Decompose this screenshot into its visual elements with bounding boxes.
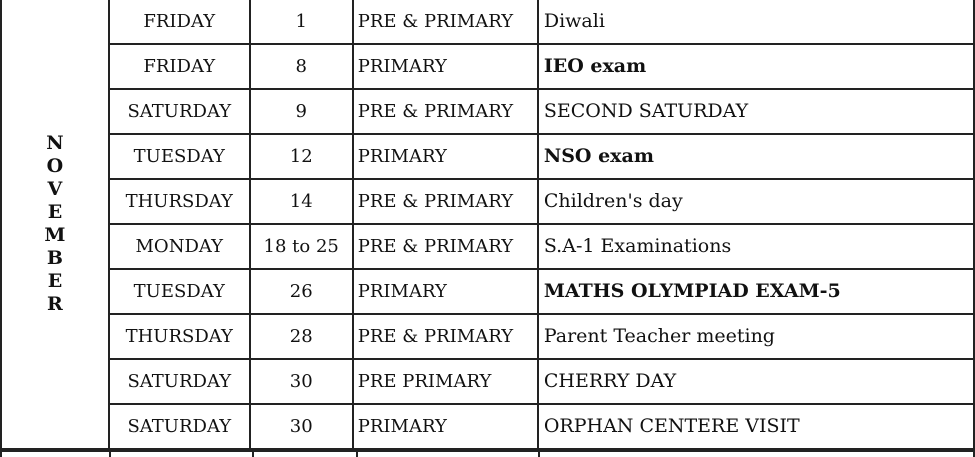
- event-cell: Diwali: [538, 0, 974, 44]
- event-cell: S.A-1 Examinations: [538, 224, 974, 269]
- month-letter: N: [46, 132, 64, 154]
- event-cell: MATHS OLYMPIAD EXAM-5: [538, 269, 974, 314]
- event-cell: NSO exam: [538, 134, 974, 179]
- day-cell: THURSDAY: [109, 179, 250, 224]
- table-row: [1, 179, 974, 224]
- month-letter: B: [46, 247, 63, 269]
- month-label: [44, 132, 65, 316]
- table-row: [1, 404, 974, 449]
- day-cell: TUESDAY: [109, 269, 250, 314]
- level-cell: PRIMARY: [353, 44, 538, 89]
- day-cell: MONDAY: [109, 224, 250, 269]
- level-cell: PRE & PRIMARY: [353, 314, 538, 359]
- date-cell: 30: [250, 404, 353, 449]
- table-row: [1, 224, 974, 269]
- level-cell: PRE & PRIMARY: [353, 0, 538, 44]
- event-cell: SECOND SATURDAY: [538, 89, 974, 134]
- month-letter: R: [47, 293, 63, 315]
- date-cell: 14: [250, 179, 353, 224]
- date-cell: 9: [250, 89, 353, 134]
- table-row: [1, 269, 974, 314]
- day-cell: SATURDAY: [109, 89, 250, 134]
- next-row-border: [0, 450, 975, 457]
- day-cell: TUESDAY: [109, 134, 250, 179]
- day-cell: THURSDAY: [109, 314, 250, 359]
- day-cell: FRIDAY: [109, 44, 250, 89]
- date-cell: 28: [250, 314, 353, 359]
- table-row: [1, 359, 974, 404]
- level-cell: PRE & PRIMARY: [353, 224, 538, 269]
- level-cell: PRE & PRIMARY: [353, 179, 538, 224]
- level-cell: PRIMARY: [353, 269, 538, 314]
- events-table-body: [1, 0, 974, 449]
- month-letter: E: [47, 270, 63, 292]
- level-cell: PRIMARY: [353, 134, 538, 179]
- level-cell: PRE & PRIMARY: [353, 89, 538, 134]
- event-cell: ORPHAN CENTERE VISIT: [538, 404, 974, 449]
- table-row: [1, 134, 974, 179]
- month-letter: O: [46, 155, 64, 177]
- day-cell: SATURDAY: [109, 359, 250, 404]
- month-letter: E: [47, 201, 63, 223]
- day-cell: FRIDAY: [109, 0, 250, 44]
- date-cell: 8: [250, 44, 353, 89]
- day-cell: SATURDAY: [109, 404, 250, 449]
- month-letter: V: [47, 178, 63, 200]
- level-cell: PRIMARY: [353, 404, 538, 449]
- table-row: [1, 0, 974, 44]
- date-cell: 26: [250, 269, 353, 314]
- month-cell: [1, 0, 109, 449]
- date-cell: 30: [250, 359, 353, 404]
- month-letter: M: [44, 224, 66, 246]
- date-cell: 12: [250, 134, 353, 179]
- date-cell: 1: [250, 0, 353, 44]
- table-row: [1, 44, 974, 89]
- event-cell: Children's day: [538, 179, 974, 224]
- table-row: [1, 89, 974, 134]
- date-cell: 18 to 25: [250, 224, 353, 269]
- event-cell: Parent Teacher meeting: [538, 314, 974, 359]
- level-cell: PRE PRIMARY: [353, 359, 538, 404]
- table-row: [1, 314, 974, 359]
- event-cell: CHERRY DAY: [538, 359, 974, 404]
- event-cell: IEO exam: [538, 44, 974, 89]
